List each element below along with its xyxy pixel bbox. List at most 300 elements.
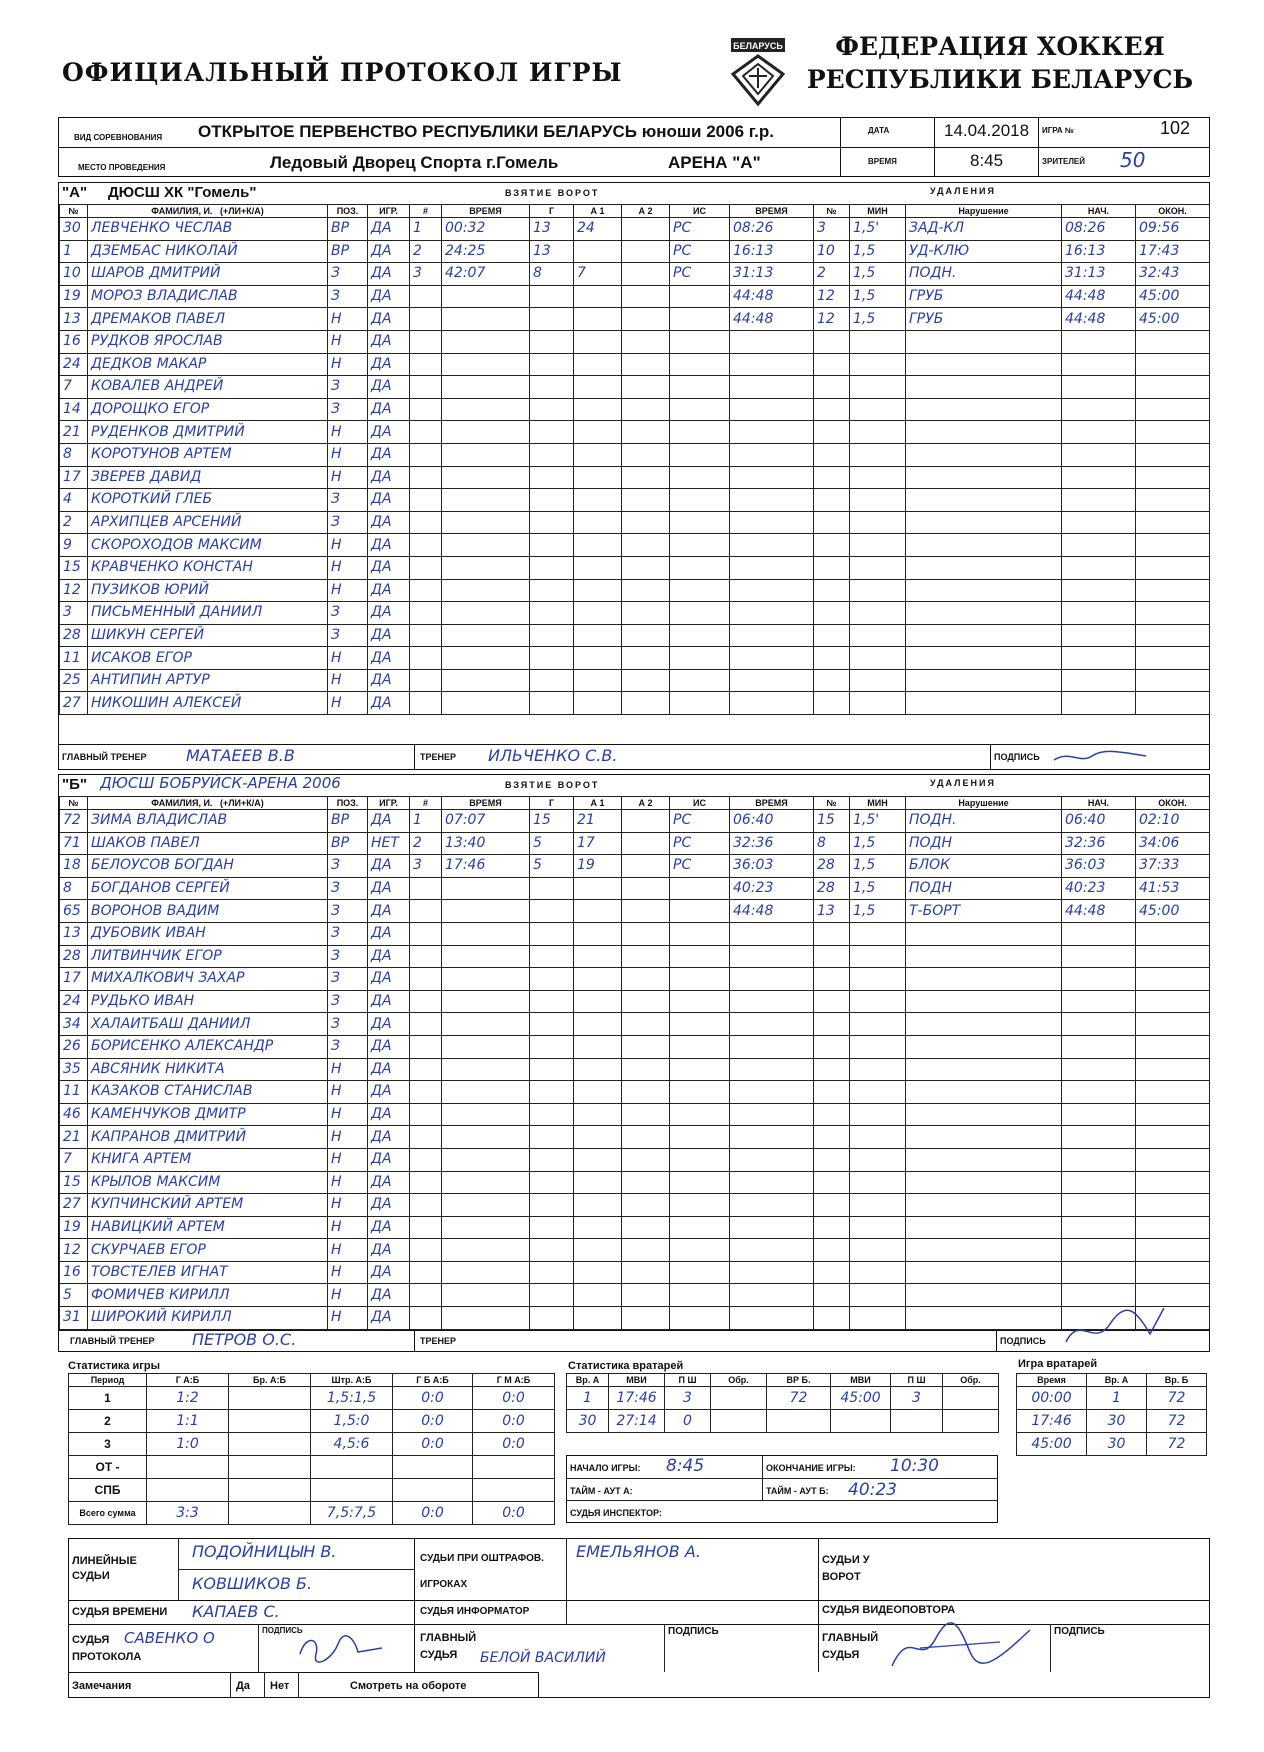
player-row-cell: 46 xyxy=(60,1103,88,1126)
goal-row-cell xyxy=(574,1013,622,1036)
penalty-row-cell xyxy=(850,647,906,670)
penalty-row-cell: 1,5' xyxy=(850,810,906,833)
penalty-row-cell xyxy=(1136,647,1210,670)
penalty-row-cell xyxy=(1062,1058,1136,1081)
player-row-cell: 16 xyxy=(60,330,88,353)
penalty-row-cell xyxy=(850,443,906,466)
goal-row-cell xyxy=(530,624,574,647)
penalty-row-cell xyxy=(906,398,1062,421)
penalty-row-cell xyxy=(850,398,906,421)
goal-row-cell xyxy=(622,579,670,602)
goal-row-cell xyxy=(574,1148,622,1171)
team-a-name: ДЮСШ ХК "Гомель" xyxy=(108,184,257,201)
player-row-cell: ВР xyxy=(328,240,368,263)
col-end: ОКОН. xyxy=(1136,205,1210,218)
penalty-row-cell xyxy=(730,1126,814,1149)
penalty-row-cell xyxy=(730,1103,814,1126)
penalty-row-cell xyxy=(906,922,1062,945)
player-row xyxy=(60,669,410,692)
stat-cell: 3 xyxy=(69,1433,147,1456)
player-row xyxy=(60,466,410,489)
goal-row-cell xyxy=(442,647,530,670)
stat-cell xyxy=(311,1479,393,1502)
goal-row-cell xyxy=(410,877,442,900)
team-b-roster xyxy=(59,796,410,1330)
penalty-row xyxy=(730,308,1210,331)
penalty-row-cell xyxy=(1136,376,1210,399)
penalty-row-cell: ЗАД-КЛ xyxy=(906,218,1062,241)
stat-cell: СПБ xyxy=(69,1479,147,1502)
penalty-row-cell: 13 xyxy=(814,900,850,923)
goal-row xyxy=(410,602,730,625)
goal-row-cell xyxy=(670,1035,730,1058)
goal-row-cell xyxy=(530,511,574,534)
federation-logo xyxy=(727,34,789,108)
team-a-signature-label: ПОДПИСЬ xyxy=(994,752,1040,762)
penalty-row-cell xyxy=(906,579,1062,602)
stat-cell: 17:46 xyxy=(609,1387,665,1410)
col-time: ВРЕМЯ xyxy=(442,205,530,218)
goal-row-cell xyxy=(442,1239,530,1262)
goal-row-cell xyxy=(670,308,730,331)
player-row-cell: Н xyxy=(328,1261,368,1284)
goal-row-cell xyxy=(670,1081,730,1104)
player-row xyxy=(60,1171,410,1194)
goal-row-cell xyxy=(410,1013,442,1036)
goal-row-cell xyxy=(530,1171,574,1194)
goal-row-cell xyxy=(574,1216,622,1239)
player-row-cell: 2 xyxy=(60,511,88,534)
penalty-row-cell xyxy=(730,1261,814,1284)
goal-row xyxy=(410,534,730,557)
goal-row-cell xyxy=(670,376,730,399)
team-b-coach-signature xyxy=(1060,1304,1170,1352)
goal-row-cell: 3 xyxy=(410,263,442,286)
stat-cell: 0:0 xyxy=(393,1387,473,1410)
penalty-row-cell xyxy=(730,968,814,991)
player-row-cell: 8 xyxy=(60,877,88,900)
penalty-row-cell xyxy=(850,421,906,444)
goal-row-cell: 19 xyxy=(574,855,622,878)
goal-row-cell xyxy=(622,1239,670,1262)
col-gp: ИГР. xyxy=(368,205,410,218)
penalty-row-cell xyxy=(1136,398,1210,421)
penalty-row-cell xyxy=(814,945,850,968)
goal-row-cell xyxy=(530,1307,574,1330)
player-row-cell: 7 xyxy=(60,1148,88,1171)
goal-row-cell xyxy=(574,511,622,534)
stat-header: Вр. А xyxy=(567,1374,609,1387)
col-infr: Нарушение xyxy=(906,797,1062,810)
goal-row-cell xyxy=(442,1171,530,1194)
penalty-row-cell xyxy=(730,669,814,692)
goal-row-cell xyxy=(574,1194,622,1217)
col-min: МИН xyxy=(850,205,906,218)
player-row-cell: ВР xyxy=(328,810,368,833)
goal-row-cell: 1 xyxy=(410,810,442,833)
player-row-cell: ФОМИЧЕВ КИРИЛЛ xyxy=(88,1284,328,1307)
penalty-row-cell xyxy=(906,534,1062,557)
goal-row-cell xyxy=(622,240,670,263)
goal-row-cell: 2 xyxy=(410,240,442,263)
penalty-row-cell xyxy=(814,443,850,466)
penalty-row-cell xyxy=(850,968,906,991)
col-pos: ПОЗ. xyxy=(328,797,368,810)
penalty-row-cell xyxy=(1062,466,1136,489)
player-row xyxy=(60,240,410,263)
date-value: 14.04.2018 xyxy=(944,121,1030,140)
penalty-row-cell: 45:00 xyxy=(1136,285,1210,308)
penalty-row-cell xyxy=(850,1194,906,1217)
stat-header: П Ш xyxy=(891,1374,943,1387)
penalty-row-cell: 28 xyxy=(814,877,850,900)
penalty-row-cell: 31:13 xyxy=(730,263,814,286)
goal-row-cell xyxy=(622,285,670,308)
penalty-row-cell: ГРУБ xyxy=(906,285,1062,308)
goal-row-cell: 5 xyxy=(530,832,574,855)
player-row xyxy=(60,1103,410,1126)
goal-row xyxy=(410,1058,730,1081)
goal-row-cell xyxy=(410,900,442,923)
goal-row-cell xyxy=(622,832,670,855)
goal-row-cell xyxy=(410,511,442,534)
stat-cell xyxy=(711,1387,767,1410)
remarks-no: Нет xyxy=(270,1680,290,1692)
goal-row-cell xyxy=(530,1058,574,1081)
stat-row xyxy=(567,1387,999,1410)
col-g: Г xyxy=(530,205,574,218)
goal-row-cell xyxy=(442,579,530,602)
goal-row-cell xyxy=(442,624,530,647)
player-row-cell: ДРЕМАКОВ ПАВЕЛ xyxy=(88,308,328,331)
penalty-row xyxy=(730,489,1210,512)
player-row-cell: ДА xyxy=(368,877,410,900)
remarks-label: Замечания xyxy=(72,1680,132,1692)
player-row-cell: АРХИПЦЕВ АРСЕНИЙ xyxy=(88,511,328,534)
penalty-row-cell xyxy=(850,1148,906,1171)
stat-row xyxy=(1017,1433,1207,1456)
penalty-row-cell: 1,5 xyxy=(850,877,906,900)
game-end-label: ОКОНЧАНИЕ ИГРЫ: xyxy=(766,1463,856,1473)
goal-row xyxy=(410,1035,730,1058)
player-row-cell: ДА xyxy=(368,556,410,579)
goal-row-cell xyxy=(670,624,730,647)
player-row-cell: ДА xyxy=(368,353,410,376)
player-row-cell: ДА xyxy=(368,308,410,331)
penalty-row-cell xyxy=(850,624,906,647)
penalty-row-cell xyxy=(906,1239,1062,1262)
goal-row-cell xyxy=(410,968,442,991)
player-row xyxy=(60,1307,410,1330)
penalty-row-cell xyxy=(730,1035,814,1058)
stat-row xyxy=(567,1410,999,1433)
goal-row xyxy=(410,855,730,878)
goal-row-cell: 15 xyxy=(530,810,574,833)
penalty-row-cell xyxy=(1136,692,1210,715)
penalty-row xyxy=(730,832,1210,855)
col-no: № xyxy=(60,205,88,218)
player-row xyxy=(60,353,410,376)
team-a-coach-label: ТРЕНЕР xyxy=(420,752,457,762)
stat-cell: 0:0 xyxy=(393,1410,473,1433)
federation-title-line2: РЕСПУБЛИКИ БЕЛАРУСЬ xyxy=(806,65,1194,94)
player-row-cell: ДУБОВИК ИВАН xyxy=(88,922,328,945)
penalty-row-cell: 12 xyxy=(814,285,850,308)
penalty-row-cell xyxy=(814,1103,850,1126)
stat-cell: 0:0 xyxy=(393,1433,473,1456)
col-infr: Нарушение xyxy=(906,205,1062,218)
player-row xyxy=(60,1216,410,1239)
stat-cell: 30 xyxy=(567,1410,609,1433)
goal-row-cell: РС xyxy=(670,263,730,286)
scorer-signature xyxy=(292,1628,392,1668)
goal-row-cell xyxy=(670,1013,730,1036)
informer-label: СУДЬЯ ИНФОРМАТОР xyxy=(420,1606,530,1617)
penalty-row-cell xyxy=(850,1103,906,1126)
goal-row-cell xyxy=(670,511,730,534)
goal-row-cell xyxy=(530,900,574,923)
goal-row xyxy=(410,218,730,241)
col-name: ФАМИЛИЯ, И. (+ЛИ+К/А) xyxy=(88,205,328,218)
player-row xyxy=(60,1148,410,1171)
goal-row-cell xyxy=(622,624,670,647)
stat-cell: 1 xyxy=(69,1387,147,1410)
player-row-cell: З xyxy=(328,398,368,421)
penalty-row-cell xyxy=(814,602,850,625)
player-row xyxy=(60,1239,410,1262)
goal-row-cell xyxy=(622,1216,670,1239)
player-row-cell: ДА xyxy=(368,900,410,923)
player-row xyxy=(60,1013,410,1036)
penalty-row-cell: 08:26 xyxy=(730,218,814,241)
penalty-row-cell xyxy=(906,1058,1062,1081)
goal-row-cell: 21 xyxy=(574,810,622,833)
penalty-row-cell: 1,5 xyxy=(850,900,906,923)
penalty-row-cell xyxy=(850,489,906,512)
team-b-coach-label: ТРЕНЕР xyxy=(420,1336,457,1346)
stat-cell xyxy=(147,1456,229,1479)
goal-row-cell xyxy=(410,556,442,579)
penalty-row-cell: Т-БОРТ xyxy=(906,900,1062,923)
goal-row-cell xyxy=(622,421,670,444)
goal-row-cell xyxy=(442,556,530,579)
penalty-row-cell xyxy=(906,692,1062,715)
penalty-row-cell xyxy=(1062,353,1136,376)
player-row xyxy=(60,443,410,466)
goal-row-cell xyxy=(410,421,442,444)
timeout-b-value: 40:23 xyxy=(848,1480,897,1500)
stat-cell: 72 xyxy=(1147,1410,1207,1433)
penalty-judge: ЕМЕЛЬЯНОВ А. xyxy=(576,1542,701,1561)
goal-row-cell xyxy=(670,900,730,923)
penalty-row-cell xyxy=(1136,1035,1210,1058)
goal-row-cell xyxy=(574,421,622,444)
player-row xyxy=(60,511,410,534)
player-row-cell: З xyxy=(328,1013,368,1036)
goal-row-cell xyxy=(622,900,670,923)
goal-row-cell xyxy=(574,1081,622,1104)
goal-row-cell xyxy=(574,968,622,991)
penalty-row xyxy=(730,285,1210,308)
penalty-row-cell: 3 xyxy=(814,218,850,241)
col-is: ИС xyxy=(670,205,730,218)
penalty-row-cell: 32:36 xyxy=(730,832,814,855)
player-row-cell: 21 xyxy=(60,1126,88,1149)
player-row-cell: ДА xyxy=(368,1261,410,1284)
penalty-row-cell: 16:13 xyxy=(730,240,814,263)
goal-row-cell xyxy=(530,1081,574,1104)
goal-row xyxy=(410,810,730,833)
goal-row-cell xyxy=(530,647,574,670)
player-row-cell: 71 xyxy=(60,832,88,855)
player-row-cell: 65 xyxy=(60,900,88,923)
player-row-cell: Н xyxy=(328,556,368,579)
penalty-row xyxy=(730,990,1210,1013)
goal-row xyxy=(410,1194,730,1217)
goal-row-cell xyxy=(670,1148,730,1171)
goal-row xyxy=(410,421,730,444)
penalty-row-cell: 32:36 xyxy=(1062,832,1136,855)
stat-row xyxy=(69,1502,555,1525)
player-row xyxy=(60,421,410,444)
goal-row-cell xyxy=(410,489,442,512)
player-row xyxy=(60,810,410,833)
penalty-row-cell xyxy=(1062,1013,1136,1036)
goal-row-cell xyxy=(574,922,622,945)
player-row-cell: ДА xyxy=(368,855,410,878)
penalty-row xyxy=(730,421,1210,444)
main-judge-label: ГЛАВНЫЙ СУДЬЯ xyxy=(822,1632,879,1661)
player-row-cell: 14 xyxy=(60,398,88,421)
chief-judge: БЕЛОЙ ВАСИЛИЙ xyxy=(480,1650,606,1666)
goal-row-cell: 42:07 xyxy=(442,263,530,286)
goalie-stats-table xyxy=(566,1373,999,1433)
stat-header: Вр. А xyxy=(1087,1374,1147,1387)
goal-row-cell xyxy=(442,466,530,489)
penalty-row xyxy=(730,263,1210,286)
stat-cell xyxy=(393,1479,473,1502)
penalty-row-cell xyxy=(1136,1239,1210,1262)
goal-row-cell xyxy=(622,1148,670,1171)
goal-row-cell xyxy=(574,990,622,1013)
player-row-cell: З xyxy=(328,877,368,900)
player-row-cell: 12 xyxy=(60,579,88,602)
goal-row-cell xyxy=(410,330,442,353)
goal-row-cell xyxy=(622,669,670,692)
stat-cell: 0:0 xyxy=(473,1502,555,1525)
penalty-row-cell xyxy=(730,1307,814,1330)
player-row xyxy=(60,602,410,625)
player-row xyxy=(60,832,410,855)
player-row-cell: ДА xyxy=(368,669,410,692)
goal-row-cell: 17 xyxy=(574,832,622,855)
penalty-row xyxy=(730,466,1210,489)
stat-header: Штр. А:Б xyxy=(311,1374,393,1387)
stat-header: Бр. А:Б xyxy=(229,1374,311,1387)
player-row-cell: ДА xyxy=(368,421,410,444)
stat-cell xyxy=(473,1456,555,1479)
goal-row-cell: РС xyxy=(670,855,730,878)
goal-row-cell xyxy=(574,692,622,715)
player-row-cell: Н xyxy=(328,1307,368,1330)
goal-row-cell xyxy=(410,922,442,945)
penalty-row-cell xyxy=(814,692,850,715)
player-row-cell: НЕТ xyxy=(368,832,410,855)
player-row-cell: ДЕДКОВ МАКАР xyxy=(88,353,328,376)
goal-row-cell xyxy=(530,692,574,715)
goal-row-cell xyxy=(574,647,622,670)
goal-row-cell xyxy=(622,398,670,421)
goal-row-cell: 8 xyxy=(530,263,574,286)
goal-row-cell xyxy=(410,692,442,715)
player-row xyxy=(60,990,410,1013)
penalty-row-cell: 09:56 xyxy=(1136,218,1210,241)
linesman-1: ПОДОЙНИЦЫН В. xyxy=(192,1542,337,1561)
penalty-row-cell xyxy=(1136,353,1210,376)
penalty-row-cell xyxy=(814,1216,850,1239)
stat-cell: 45:00 xyxy=(1017,1433,1087,1456)
goal-row-cell xyxy=(410,443,442,466)
penalty-row-cell xyxy=(730,624,814,647)
penalty-row-cell xyxy=(906,353,1062,376)
inspector-label: СУДЬЯ ИНСПЕКТОР: xyxy=(570,1508,662,1518)
stat-row xyxy=(1017,1387,1207,1410)
penalty-row xyxy=(730,1216,1210,1239)
goal-row-cell: 5 xyxy=(530,855,574,878)
goal-row-cell xyxy=(410,1307,442,1330)
goal-row xyxy=(410,832,730,855)
player-row-cell: Н xyxy=(328,353,368,376)
penalty-row-cell xyxy=(1136,579,1210,602)
goal-row-cell xyxy=(530,398,574,421)
goal-row-cell xyxy=(670,1194,730,1217)
penalty-row-cell xyxy=(730,692,814,715)
goal-row-cell xyxy=(530,877,574,900)
penalty-row-cell xyxy=(850,602,906,625)
goal-row-cell xyxy=(622,810,670,833)
team-b-tag: "Б" xyxy=(62,776,88,793)
penalty-row-cell xyxy=(730,556,814,579)
player-row-cell: 19 xyxy=(60,285,88,308)
penalty-row-cell xyxy=(850,1081,906,1104)
stat-cell: 3 xyxy=(891,1387,943,1410)
penalty-row-cell xyxy=(730,1216,814,1239)
penalty-row xyxy=(730,218,1210,241)
goal-row-cell xyxy=(442,443,530,466)
penalty-row xyxy=(730,1081,1210,1104)
stat-header: Г Б А:Б xyxy=(393,1374,473,1387)
goal-row-cell xyxy=(410,1171,442,1194)
goal-row xyxy=(410,900,730,923)
main-signature-label: ПОДПИСЬ xyxy=(1054,1626,1105,1637)
penalty-row-cell xyxy=(814,1013,850,1036)
goal-row-cell xyxy=(622,534,670,557)
penalty-row-cell xyxy=(814,398,850,421)
stat-cell xyxy=(473,1479,555,1502)
player-row-cell: ЗВЕРЕВ ДАВИД xyxy=(88,466,328,489)
goal-row-cell xyxy=(442,353,530,376)
penalty-row-cell xyxy=(850,945,906,968)
penalty-row-cell xyxy=(906,1216,1062,1239)
goal-row-cell: РС xyxy=(670,810,730,833)
penalty-row-cell xyxy=(850,1239,906,1262)
player-row xyxy=(60,624,410,647)
player-row-cell: ВР xyxy=(328,218,368,241)
goal-row-cell xyxy=(622,945,670,968)
goal-row-cell xyxy=(410,1261,442,1284)
penalty-row-cell xyxy=(814,1284,850,1307)
goal-row-cell xyxy=(670,1216,730,1239)
